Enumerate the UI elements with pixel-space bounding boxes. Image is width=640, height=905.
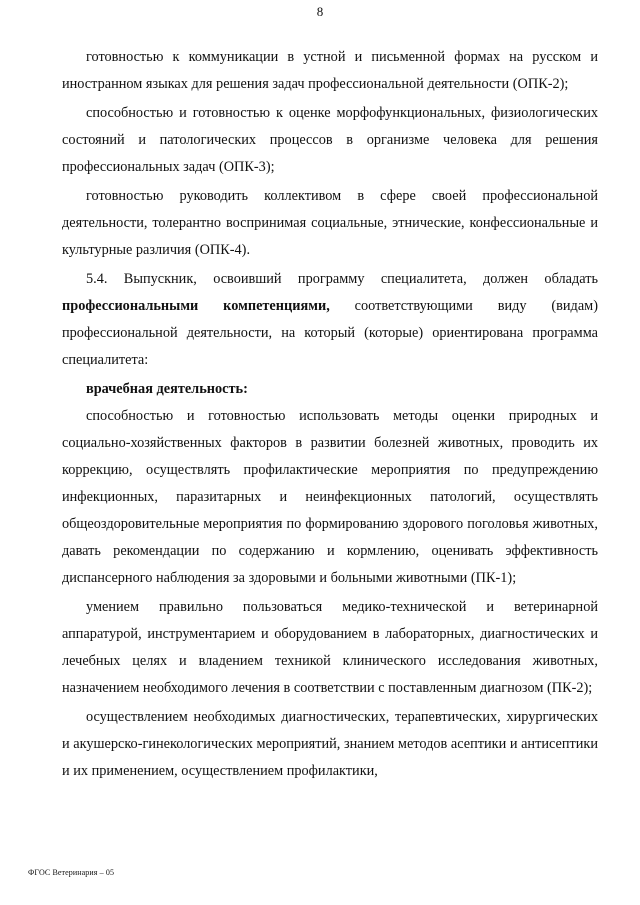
paragraph-opk4: готовностью руководить коллективом в сфере своей профессиональной деятельности, толерантно воспринимая социальные, этнические, конфессиональные и культурные различия (ОПК-4). xyxy=(62,188,598,258)
paragraph-opk3: способностью и готовностью к оценке морфофункциональных, физиологических состояний и патологических процессов в организме человека для решения профессиональных задач (ОПК-3); xyxy=(62,105,598,175)
paragraph-5-4-rest: соответствующими виду (видам) профессиональной деятельности, на который (которые) ориентирована программа специалитета: xyxy=(62,298,598,368)
paragraph-5-4-intro: 5.4. Выпускник, освоивший программу специалитета, должен обладать xyxy=(86,271,598,287)
professional-competencies-term: профессиональными компетенциями, xyxy=(62,298,330,314)
section-heading-medical-activity: врачебная деятельность: xyxy=(86,381,248,397)
footer-label: ФГОС Ветеринария – 05 xyxy=(28,868,115,877)
document-body xyxy=(62,44,598,785)
paragraph-opk2: готовностью к коммуникации в устной и письменной формах на русском и иностранном языках для решения задач профессиональной деятельности (ОПК-2); xyxy=(62,49,598,92)
page-number: 8 xyxy=(316,4,324,19)
paragraph-pk1: способностью и готовностью использовать методы оценки природных и социально-хозяйственных факторов в развитии болезней животных, проводить их коррекцию, осуществлять профилактические мероприятия по предупреждению инфекционных, паразитарных и неинфекционных патологий, осуществлять общеоздоровительные мероприятия по формированию здорового поголовья животных, давать рекомендации по содержанию и кормлению, оценивать эффективность диспансерного наблюдения за здоровыми и больными животными (ПК-1); xyxy=(62,408,598,586)
paragraph-5-4 xyxy=(62,266,598,374)
paragraph-pk2: умением правильно пользоваться медико-технической и ветеринарной аппаратурой, инструментарием и оборудованием в лабораторных, диагностических и лечебных целях и владением техникой клинического исследования животных, назначением необходимого лечения в соответствии с поставленным диагнозом (ПК-2); xyxy=(62,599,598,696)
paragraph-pk3-start: осуществлением необходимых диагностических, терапевтических, хирургических и акушерско-гинекологических мероприятий, знанием методов асептики и антисептики и их применением, осуществлением профилактики, xyxy=(62,709,598,779)
